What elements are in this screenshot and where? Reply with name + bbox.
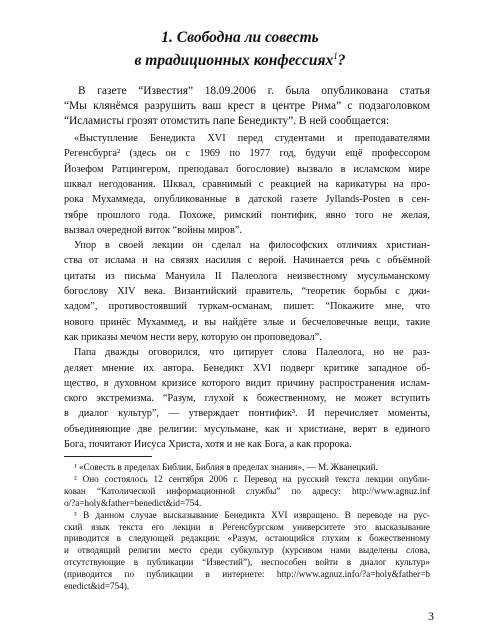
quote-line: объединяющие две религии: мусульмане, как и христиане, верят в единого — [64, 423, 430, 435]
quote-line: шквал негодования. Шквал, сравнимый с реакцией на карикатуры на про- — [64, 178, 430, 190]
intro-line: “Исламисты грозят отомстить папе Бенедикту”. В ней сообщается: — [64, 115, 390, 127]
footnote-ref-1[interactable]: 1 — [333, 51, 338, 61]
quote-line: рока Мухаммеда, опубликованные в датской газете Jyllands-Posten в сен- — [64, 194, 430, 206]
quote-line: как приказы мечом нести веру, которую он проповедовал”. — [64, 331, 322, 343]
quote-line: Упор в своей лекции он сделал на философских отличиях христиан- — [74, 240, 430, 252]
quote-line: Папа дважды оговорился, что цитирует слова Палеолога, но не раз- — [74, 347, 430, 359]
footnotes-line: ¹ «Совесть в пределах Библии, Библия в пределах знания», — М. Жванецкий. — [74, 462, 378, 472]
footnotes-line: (приводится по публикации в интернете: http://www.agnuz.info/?a=holy&father=b — [64, 569, 430, 580]
intro-line: В газете “Известия” 18.09.2006 г. была опубликована статья — [78, 85, 430, 97]
footnotes-line: кован “Католической информационной службы” по адресу: http://www.agnuz.inf — [64, 485, 430, 496]
footnotes-line: отсутствующие в публикации “Известий”), неспособен войти в диалог культур» — [64, 557, 430, 568]
footnotes-line: ² Оно состоялось 12 сентября 2006 г. Перевод на русский текста лекции опубли- — [74, 473, 430, 484]
quote-line: хадом”, противостоявший туркам-османам, пишет: “Покажите мне, что — [64, 301, 430, 313]
footnotes-line: ский язык текста его лекции в Регенсбургском университете это высказывание — [64, 521, 430, 532]
footnote-divider — [64, 456, 152, 457]
intro-line: “Мы клянёмся разрушить ваш крест в центре Рима” с подзаголовком — [64, 100, 430, 112]
footnotes-line: o/?a=holy&father=benedict&id=754. — [64, 497, 202, 508]
quote-line: Регенсбурга² (здесь он с 1969 по 1977 год, будучи ещё профессором — [64, 148, 430, 160]
chapter-title-line-1: 1. Свободна ли совесть — [161, 29, 319, 46]
chapter-title-end: ? — [337, 52, 346, 70]
quote-line: ского экстремизма. “Разум, глухой к божественному, не может вступить — [64, 393, 430, 405]
footnotes-line: приводится в следующей редакции: «Разум, остающийся глухим к божественному — [64, 533, 430, 544]
quote-line: тябре прошлого года. Похоже, римский понтифик, явно того не желая, — [64, 209, 430, 221]
footnotes-line: и отводящий религии место среди субкультур (курсивом нами выделены слова, — [64, 545, 430, 556]
quote-line: цитаты из письма Мануила II Палеолога неизвестному мусульманскому — [64, 270, 430, 282]
chapter-title-line-2 — [40, 47, 440, 70]
quote-line: нового принёс Мухаммед, и вы найдёте злые и бесчеловечные вещи, такие — [64, 316, 430, 328]
chapter-title-text: в традиционных конфессиях — [134, 52, 334, 70]
footnotes-line: enedict&id=754). — [64, 581, 130, 591]
quote-line: щество, в духовном кризисе которого видит причину распространения ислам- — [64, 377, 430, 389]
quote-line: «Выступление Бенедикта XVI перед студентами и преподавателями — [74, 133, 430, 144]
page-number: 3 — [428, 609, 434, 623]
quote-line: богослову XIV века. Византийский правитель, “теоретик борьбы с джи- — [64, 286, 430, 297]
quote-line: ства от ислама и на связях насилия с верой. Начинается речь с объёмной — [64, 255, 430, 267]
quote-line: деляет мнение их автора. Бенедикт XVI подверг критике западное об- — [64, 362, 430, 374]
footnotes-line: ³ В данном случае высказывание Бенедикта XVI извращено. В переводе на рус- — [74, 509, 430, 520]
quote-line: в диалог культур”, — утверждает понтифик³. И перечисляет моменты, — [64, 408, 430, 420]
quote-line: Йозефом Ратцингером, преподавал богословие) вызвало в исламском мире — [64, 163, 430, 175]
quote-line: Бога, почитают Иисуса Христа, хотя и не как Бога, а как пророка. — [64, 439, 352, 450]
quote-line: вызвал очередной виток “войны миров”. — [64, 224, 242, 236]
